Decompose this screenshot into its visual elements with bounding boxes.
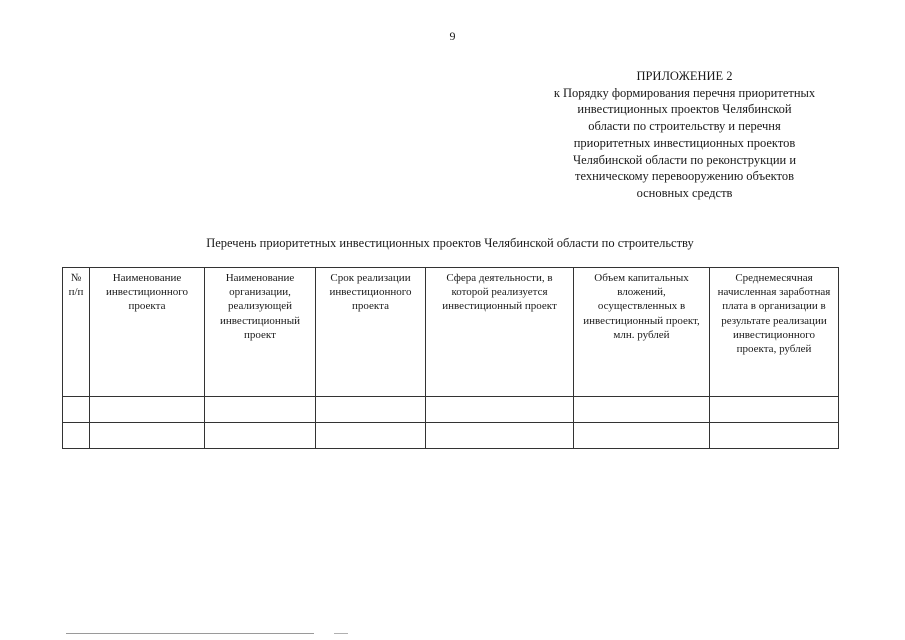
table-row bbox=[63, 423, 839, 449]
column-header-project-name: Наименование инвестиционного проекта bbox=[90, 268, 205, 397]
appendix-title: ПРИЛОЖЕНИЕ 2 bbox=[636, 69, 733, 83]
appendix-line: к Порядку формирования перечня приоритетных bbox=[553, 85, 816, 100]
appendix-header bbox=[512, 68, 857, 202]
table-cell bbox=[710, 397, 839, 423]
appendix-line: Челябинской области по реконструкции и bbox=[572, 152, 797, 167]
appendix-line: области по строительству и перечня bbox=[588, 119, 781, 134]
column-header-sphere: Сфера деятельности, в которой реализуется инвестиционный проект bbox=[426, 268, 574, 397]
table-cell bbox=[90, 423, 205, 449]
table-cell bbox=[426, 397, 574, 423]
column-header-term: Срок реализации инвестиционного проекта bbox=[316, 268, 426, 397]
column-header-number: № п/п bbox=[63, 268, 90, 397]
table-cell bbox=[710, 423, 839, 449]
table-cell bbox=[205, 423, 316, 449]
appendix-line: приоритетных инвестиционных проектов bbox=[573, 135, 796, 150]
table-cell bbox=[574, 423, 710, 449]
footer-divider bbox=[66, 633, 314, 634]
table-cell bbox=[316, 397, 426, 423]
appendix-line: техническому перевооружению объектов bbox=[575, 169, 794, 184]
document-title: Перечень приоритетных инвестиционных проектов Челябинской области по строительству bbox=[206, 236, 694, 250]
appendix-line: основных средств bbox=[636, 185, 733, 200]
table-header-row bbox=[63, 268, 839, 397]
appendix-line: инвестиционных проектов Челябинской bbox=[577, 102, 792, 117]
column-header-organization: Наименование организации, реализующей инвестиционный проект bbox=[205, 268, 316, 397]
table-cell bbox=[63, 397, 90, 423]
table-cell bbox=[90, 397, 205, 423]
projects-table bbox=[62, 267, 839, 449]
table-cell bbox=[316, 423, 426, 449]
table-cell bbox=[426, 423, 574, 449]
table-cell bbox=[574, 397, 710, 423]
table-row bbox=[63, 397, 839, 423]
table-cell bbox=[63, 423, 90, 449]
page-number: 9 bbox=[449, 29, 456, 43]
footer-divider bbox=[334, 633, 348, 634]
appendix-subtitle bbox=[512, 85, 857, 202]
table-cell bbox=[205, 397, 316, 423]
column-header-average-salary: Среднемесячная начисленная заработная плата в организации в результате реализации инвестиционного проекта, рублей bbox=[710, 268, 839, 397]
column-header-investment-volume: Объем капитальных вложений, осуществленных в инвестиционный проект, млн. рублей bbox=[574, 268, 710, 397]
